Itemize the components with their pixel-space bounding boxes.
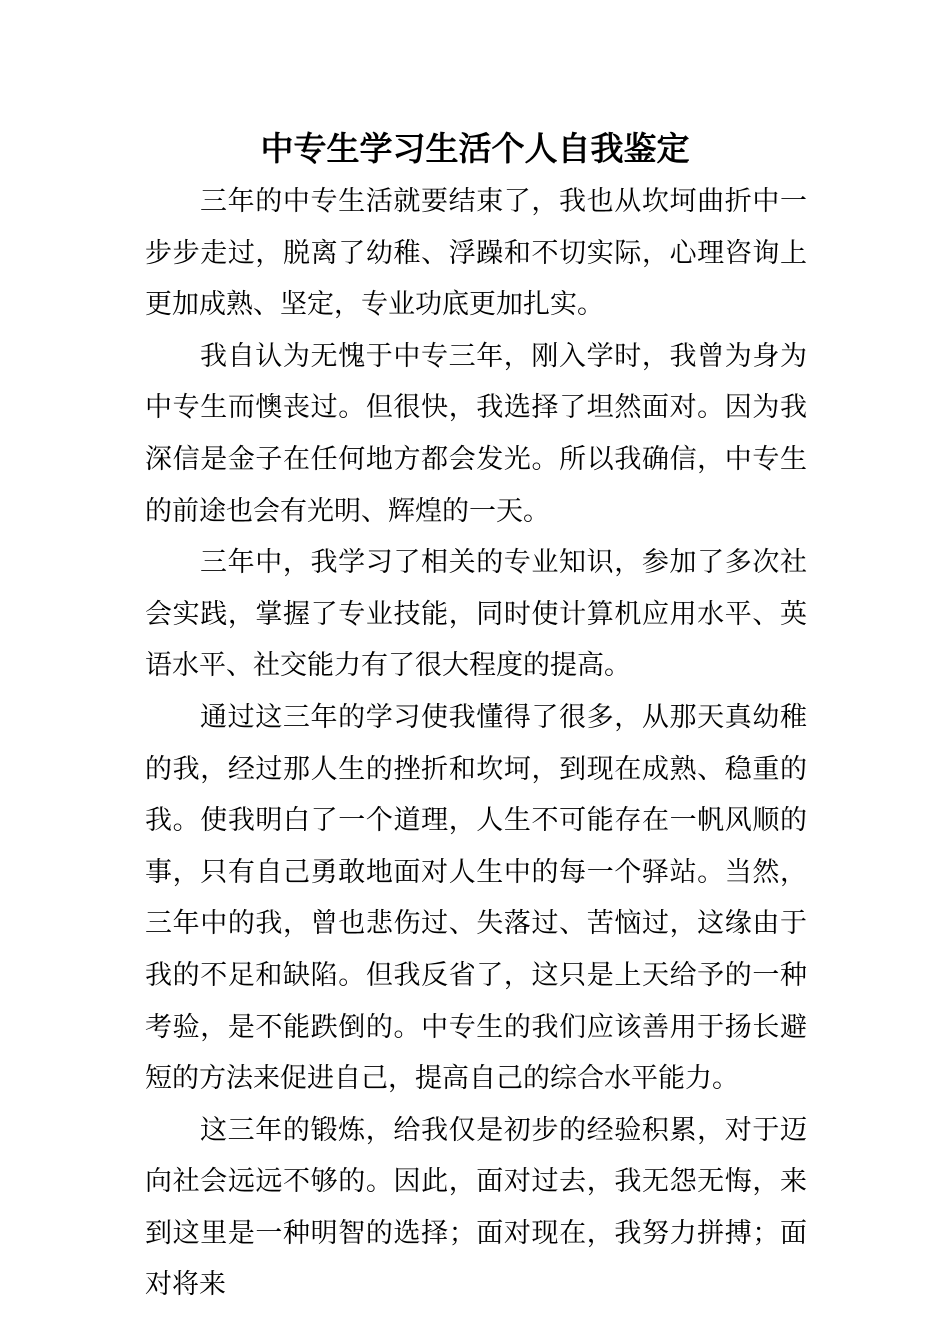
paragraph-2: 我自认为无愧于中专三年，刚入学时，我曾为身为中专生而懊丧过。但很快，我选择了坦然面对。因为我深信是金子在任何地方都会发光。所以我确信，中专生的前途也会有光明、辉煌的一天。 (145, 340, 807, 527)
document-body (145, 176, 807, 1311)
paragraph-3: 三年中，我学习了相关的专业知识，参加了多次社会实践，掌握了专业技能，同时使计算机应用水平、英语水平、社交能力有了很大程度的提高。 (145, 547, 807, 682)
paragraph-1: 三年的中专生活就要结束了，我也从坎坷曲折中一步步走过，脱离了幼稚、浮躁和不切实际，心理咨询上更加成熟、坚定，专业功底更加扎实。 (145, 186, 807, 321)
document-title: 中专生学习生活个人自我鉴定 (260, 129, 690, 168)
paragraph-4: 通过这三年的学习使我懂得了很多，从那天真幼稚的我，经过那人生的挫折和坎坷，到现在成熟、稳重的我。使我明白了一个道理，人生不可能存在一帆风顺的事，只有自己勇敢地面对人生中的每一个驿站。当然，三年中的我，曾也悲伤过、失落过、苦恼过，这缘由于我的不足和缺陷。但我反省了，这只是上天给予的一种考验，是不能跌倒的。中专生的我们应该善用于扬长避短的方法来促进自己，提高自己的综合水平能力。 (145, 701, 807, 1095)
paragraph-5: 这三年的锻炼，给我仅是初步的经验积累，对于迈向社会远远不够的。因此，面对过去，我无怨无悔，来到这里是一种明智的选择；面对现在，我努力拼搏；面对将来 (145, 1114, 807, 1301)
